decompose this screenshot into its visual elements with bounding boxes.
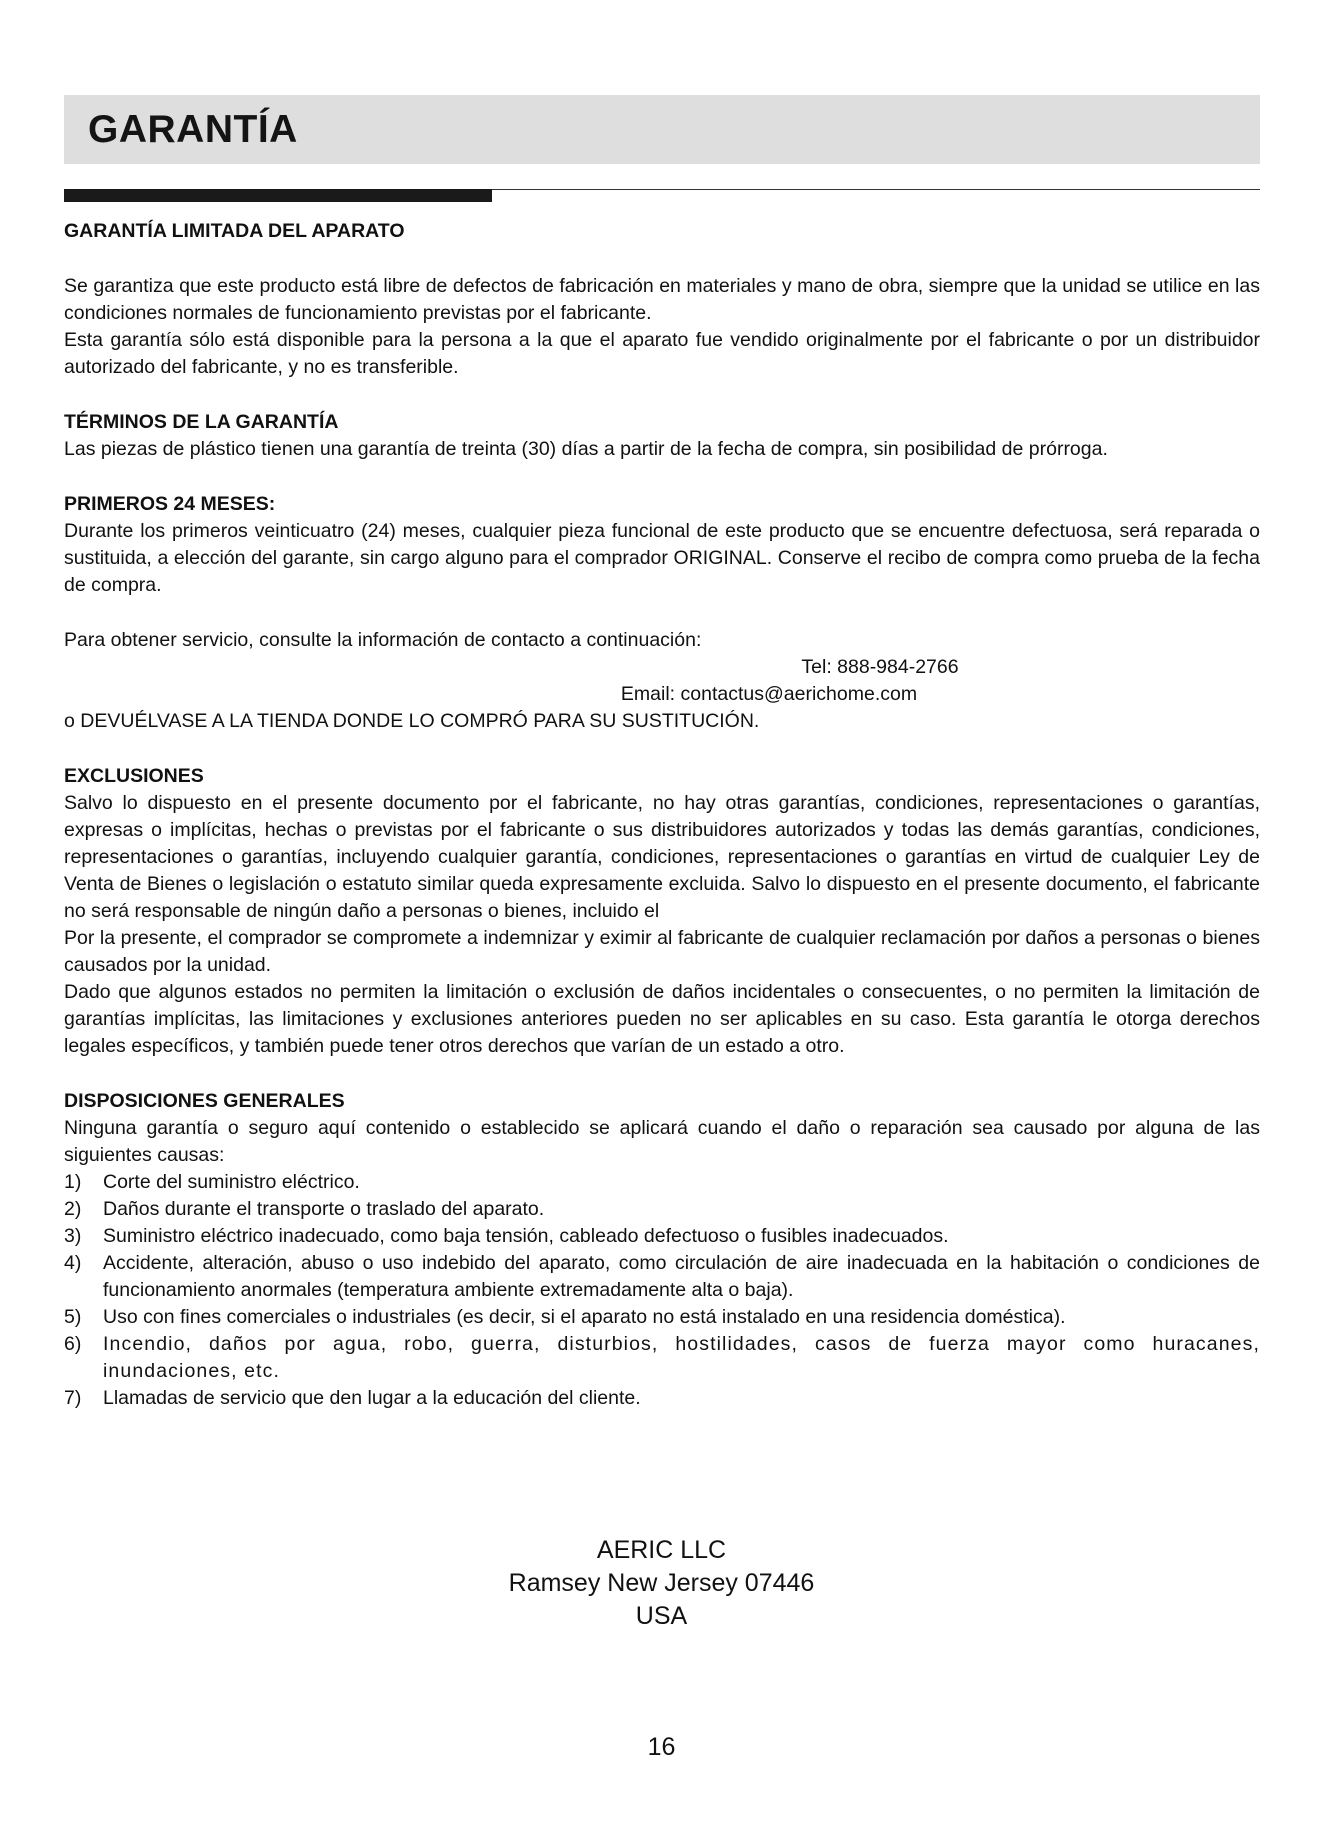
paragraph: Por la presente, el comprador se compromete a indemnizar y eximir al fabricante de cualquier reclamación por daños a personas o bienes causados por la unidad. xyxy=(64,927,1260,976)
section-heading-exclusions: EXCLUSIONES xyxy=(64,765,204,787)
section-heading-general-provisions: DISPOSICIONES GENERALES xyxy=(64,1090,345,1112)
contact-email: Email: contactus@aerichome.com xyxy=(620,683,918,705)
list-item: 1) Corte del suministro eléctrico. xyxy=(64,1171,360,1193)
paragraph: Dado que algunos estados no permiten la limitación o exclusión de daños incidentales o consecuentes, o no permiten la limitación de garantías implícitas, las limitaciones y exclusiones anteriores pueden no ser aplicables en su caso. Esta garantía le otorga derechos legales específicos, y también puede tener otros derechos que varían de un estado a otro. xyxy=(64,981,1260,1057)
paragraph: Durante los primeros veinticuatro (24) meses, cualquier pieza funcional de este producto que se encuentre defectuosa, será reparada o sustituida, a elección del garante, sin cargo alguno para el comprador ORIGINAL. Conserve el recibo de compra como prueba de la fecha de compra. xyxy=(64,520,1260,596)
list-item: 4) Accidente, alteración, abuso o uso indebido del aparato, como circulación de aire inadecuada en la habitación o condiciones de funcionamiento anormales (temperatura ambiente extremadamente alta o baja). xyxy=(64,1252,1260,1301)
company-country: USA xyxy=(635,1602,688,1630)
paragraph: Esta garantía sólo está disponible para la persona a la que el aparato fue vendido originalmente por el fabricante o por un distribuidor autorizado del fabricante, y no es transferible. xyxy=(64,329,1260,378)
company-address xyxy=(0,1534,1323,1633)
page-number: 16 xyxy=(647,1733,676,1761)
title-banner xyxy=(64,95,1260,164)
service-intro: Para obtener servicio, consulte la información de contacto a continuación: xyxy=(64,629,702,651)
list-item: 5) Uso con fines comerciales o industriales (es decir, si el aparato no está instalado en una residencia doméstica). xyxy=(64,1306,1066,1328)
return-instruction: o DEVUÉLVASE A LA TIENDA DONDE LO COMPRÓ PARA SU SUSTITUCIÓN. xyxy=(64,710,760,732)
list-item: 2) Daños durante el transporte o traslado del aparato. xyxy=(64,1198,545,1220)
causes-list xyxy=(64,1169,1260,1412)
section-heading-warranty-terms: TÉRMINOS DE LA GARANTÍA xyxy=(64,411,339,433)
page-title: GARANTÍA xyxy=(88,108,298,151)
list-item: 3) Suministro eléctrico inadecuado, como baja tensión, cableado defectuoso o fusibles inadecuados. xyxy=(64,1225,949,1247)
section-heading-limited-warranty: GARANTÍA LIMITADA DEL APARATO xyxy=(64,220,405,242)
warranty-content xyxy=(64,218,1260,1412)
header-rule-thick xyxy=(64,189,492,202)
paragraph: Se garantiza que este producto está libre de defectos de fabricación en materiales y mano de obra, siempre que la unidad se utilice en las condiciones normales de funcionamiento previstas por el fabricante. xyxy=(64,275,1260,324)
list-item: 7) Llamadas de servicio que den lugar a la educación del cliente. xyxy=(64,1387,641,1409)
company-name: AERIC LLC xyxy=(596,1536,727,1564)
paragraph: Ninguna garantía o seguro aquí contenido o establecido se aplicará cuando el daño o reparación sea causado por alguna de las siguientes causas: xyxy=(64,1117,1260,1166)
contact-phone: Tel: 888-984-2766 xyxy=(801,656,959,678)
section-heading-first-24-months: PRIMEROS 24 MESES: xyxy=(64,493,276,515)
company-city: Ramsey New Jersey 07446 xyxy=(508,1569,815,1597)
list-item: 6) Incendio, daños por agua, robo, guerra, disturbios, hostilidades, casos de fuerza mayor como huracanes, inundaciones, etc. xyxy=(64,1333,1260,1382)
paragraph: Las piezas de plástico tienen una garantía de treinta (30) días a partir de la fecha de compra, sin posibilidad de prórroga. xyxy=(64,438,1108,460)
paragraph: Salvo lo dispuesto en el presente documento por el fabricante, no hay otras garantías, condiciones, representaciones o garantías, expresas o implícitas, hechas o previstas por el fabricante o sus distribuidores autorizados y todas las demás garantías, condiciones, representaciones o garantías, incluyendo cualquier garantía, condiciones, representaciones o garantías en virtud de cualquier Ley de Venta de Bienes o legislación o estatuto similar queda expresamente excluida. Salvo lo dispuesto en el presente documento, el fabricante no será responsable de ningún daño a personas o bienes, incluido el xyxy=(64,792,1260,922)
